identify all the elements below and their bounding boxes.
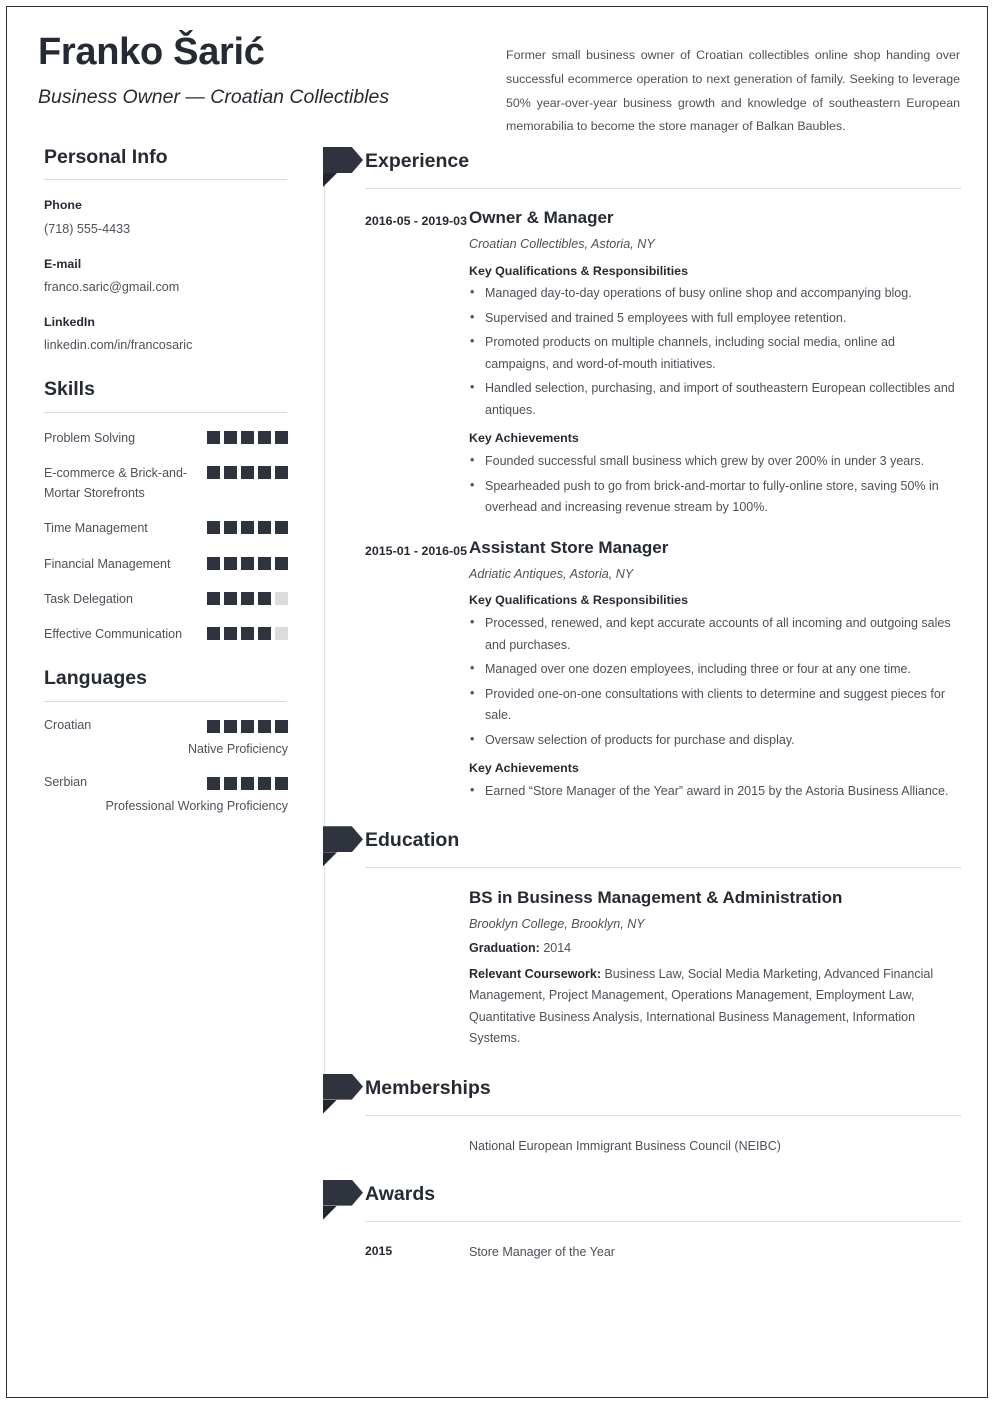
experience-entries [311, 207, 961, 802]
skill-label: Time Management [44, 521, 148, 536]
section-experience [311, 147, 961, 802]
rating-dot-filled [241, 466, 254, 479]
language-row [44, 717, 288, 759]
section-memberships [311, 1074, 961, 1156]
resume-page [6, 6, 988, 1398]
contact-label: LinkedIn [44, 314, 95, 329]
education-entry [469, 887, 961, 1049]
ribbon-marker-icon [317, 1180, 363, 1216]
experience-entry [365, 207, 961, 519]
rating-dot-filled [258, 592, 271, 605]
rating-dot-filled [207, 521, 220, 534]
rating-dot-filled [258, 431, 271, 444]
rating-dot-filled [241, 627, 254, 640]
section-personal-info [38, 147, 288, 355]
bullet-item: • Processed, renewed, and kept accurate accounts of all incoming and outgoing sales and purchases. [469, 613, 961, 656]
page-title: Franko Šarić [38, 31, 265, 73]
graduation-value: 2014 [543, 941, 572, 956]
experience-date: 2016-05 - 2019-03 [365, 214, 467, 228]
qualifications-list [469, 613, 961, 751]
rating-dot-filled [207, 592, 220, 605]
rating-dot-filled [275, 557, 288, 570]
divider [365, 1115, 961, 1116]
section-education [311, 826, 961, 1049]
contact-value-phone[interactable]: (718) 555-4433 [44, 221, 131, 236]
skill-label: E-commerce & Brick-and-Mortar Storefronts [44, 465, 188, 501]
divider [365, 1221, 961, 1222]
skill-row [44, 518, 288, 538]
contact-item-phone [44, 197, 288, 238]
skill-label: Financial Management [44, 556, 171, 571]
language-proficiency: Native Proficiency [187, 742, 288, 757]
rating-dot-filled [224, 720, 237, 733]
experience-header [311, 147, 961, 177]
skill-row [44, 463, 288, 504]
rating-dot-filled [275, 466, 288, 479]
bullet-item: • Handled selection, purchasing, and import of southeastern European collectibles and antiques. [469, 378, 961, 421]
skills-list [38, 428, 288, 645]
bullet-item: • Earned “Store Manager of the Year” award in 2015 by the Astoria Business Alliance. [469, 781, 961, 803]
language-top [44, 774, 288, 792]
rating-dot-filled [224, 521, 237, 534]
award-name: Store Manager of the Year [469, 1244, 615, 1259]
experience-company: Adriatic Antiques, Astoria, NY [469, 566, 634, 581]
rating-dot-filled [241, 777, 254, 790]
rating-dot-filled [241, 431, 254, 444]
rating-dot-filled [241, 720, 254, 733]
section-awards [311, 1180, 961, 1262]
memberships-header [311, 1074, 961, 1104]
qualifications-list [469, 283, 961, 421]
rating-dot-filled [207, 466, 220, 479]
ribbon-marker-icon [317, 826, 363, 862]
rating-dot-filled [224, 592, 237, 605]
rating-dots [207, 589, 288, 605]
education-heading: Education [365, 829, 460, 852]
achievements-heading: Key Achievements [469, 431, 579, 446]
skill-row [44, 554, 288, 574]
language-label: Croatian [44, 717, 92, 732]
rating-dot-filled [275, 777, 288, 790]
rating-dot-filled [207, 777, 220, 790]
rating-dot-filled [258, 720, 271, 733]
rating-dot-filled [224, 431, 237, 444]
coursework-label: Relevant Coursework: [469, 966, 601, 981]
qualifications-heading: Key Qualifications & Responsibilities [469, 593, 688, 608]
languages-list [38, 717, 288, 816]
bullet-item: • Spearheaded push to go from brick-and-mortar to fully-online store, saving 50% in overhead and increasing revenue stream by 100%. [469, 476, 961, 519]
rating-dot-filled [258, 627, 271, 640]
coursework-value: Business Law, Social Media Marketing, Advanced Financial Management, Project Management, Operations Management, Employment Law, Quantitative Business Analysis, International Business Management, Information Systems. [469, 966, 934, 1046]
personal-info-heading: Personal Info [44, 146, 168, 168]
award-item [365, 1242, 961, 1262]
bullet-item: • Managed day-to-day operations of busy online shop and accompanying blog. [469, 283, 961, 305]
contact-value-email[interactable]: franco.saric@gmail.com [44, 280, 180, 295]
divider [365, 188, 961, 189]
resume-header [38, 30, 960, 139]
experience-job-title: Owner & Manager [469, 208, 614, 227]
bullet-item: • Founded successful small business which grew by over 200% in under 3 years. [469, 451, 961, 473]
divider [365, 867, 961, 868]
rating-dot-filled [241, 557, 254, 570]
education-header [311, 826, 961, 856]
professional-summary: Former small business owner of Croatian collectibles online shop handing over successful ecommerce operation to next generation of family. Seeking to leverage 50% year-over-year business growth and knowledge of southeastern European memorabilia to become the store manager of Balkan Baubles. [506, 48, 960, 134]
education-school: Brooklyn College, Brooklyn, NY [469, 917, 645, 932]
languages-heading: Languages [44, 667, 147, 690]
skill-row [44, 589, 288, 609]
skill-row [44, 624, 288, 644]
bullet-item: • Supervised and trained 5 employees with full employee retention. [469, 308, 961, 330]
rating-dots [207, 463, 288, 479]
main-content [311, 147, 961, 1262]
bullet-item: • Promoted products on multiple channels, including social media, online ad campaigns, and word-of-mouth initiatives. [469, 332, 961, 375]
rating-dots [207, 518, 288, 534]
rating-dot-empty [275, 627, 288, 640]
skill-row [44, 428, 288, 448]
rating-dots [207, 554, 288, 570]
achievements-heading: Key Achievements [469, 761, 579, 776]
rating-dots [207, 717, 288, 733]
rating-dot-filled [207, 431, 220, 444]
education-graduation [469, 938, 961, 960]
skill-label: Effective Communication [44, 627, 183, 642]
sidebar [38, 147, 288, 816]
language-top [44, 717, 288, 735]
skill-label: Task Delegation [44, 591, 133, 606]
contact-value-linkedin[interactable]: linkedin.com/in/francosaric [44, 338, 193, 353]
rating-dot-filled [275, 431, 288, 444]
bullet-item: • Oversaw selection of products for purchase and display. [469, 730, 961, 752]
awards-header [311, 1180, 961, 1210]
rating-dots [207, 624, 288, 640]
rating-dot-filled [241, 592, 254, 605]
rating-dot-filled [258, 466, 271, 479]
membership-item: National European Immigrant Business Council (NEIBC) [469, 1138, 781, 1153]
ribbon-marker-icon [317, 1074, 363, 1110]
graduation-label: Graduation: [469, 941, 540, 956]
rating-dot-filled [207, 720, 220, 733]
rating-dot-filled [275, 521, 288, 534]
experience-entry [365, 537, 961, 803]
experience-date: 2015-01 - 2016-05 [365, 543, 467, 558]
bullet-item: • Provided one-on-one consultations with clients to determine and suggest pieces for sale. [469, 684, 961, 727]
experience-heading: Experience [365, 150, 470, 173]
rating-dots [207, 428, 288, 444]
rating-dot-filled [258, 521, 271, 534]
education-coursework [469, 964, 961, 1050]
divider [44, 412, 287, 413]
contact-item-linkedin [44, 314, 288, 355]
rating-dot-empty [275, 592, 288, 605]
rating-dot-filled [224, 627, 237, 640]
memberships-heading: Memberships [365, 1076, 491, 1099]
header-identity [38, 30, 506, 109]
rating-dot-filled [275, 720, 288, 733]
rating-dot-filled [207, 557, 220, 570]
qualifications-heading: Key Qualifications & Responsibilities [469, 263, 688, 278]
experience-body [469, 537, 961, 803]
achievements-list [469, 451, 961, 519]
header-summary [506, 30, 960, 139]
rating-dot-filled [258, 777, 271, 790]
experience-body [469, 207, 961, 519]
rating-dot-filled [224, 777, 237, 790]
awards-heading: Awards [365, 1182, 436, 1205]
contact-label: E-mail [44, 256, 82, 271]
contact-item-email [44, 256, 288, 297]
job-title: Business Owner — Croatian Collectibles [38, 85, 390, 108]
section-languages [38, 668, 288, 815]
achievements-list [469, 781, 961, 803]
bullet-item: • Managed over one dozen employees, including three or four at any one time. [469, 659, 961, 681]
education-degree: BS in Business Management & Administration [469, 888, 843, 908]
divider [44, 179, 287, 180]
experience-job-title: Assistant Store Manager [469, 537, 669, 557]
contact-label: Phone [44, 198, 82, 213]
rating-dot-filled [258, 557, 271, 570]
rating-dot-filled [241, 521, 254, 534]
rating-dots [207, 774, 288, 790]
rating-dot-filled [224, 466, 237, 479]
skills-heading: Skills [44, 378, 95, 401]
divider [44, 701, 287, 702]
language-label: Serbian [44, 774, 88, 789]
award-year: 2015 [365, 1243, 393, 1258]
rating-dot-filled [224, 557, 237, 570]
section-skills [38, 379, 288, 644]
skill-label: Problem Solving [44, 430, 136, 445]
language-row [44, 774, 288, 816]
rating-dot-filled [207, 627, 220, 640]
language-proficiency: Professional Working Proficiency [105, 799, 288, 814]
experience-company: Croatian Collectibles, Astoria, NY [469, 237, 655, 252]
ribbon-marker-icon [317, 147, 363, 183]
